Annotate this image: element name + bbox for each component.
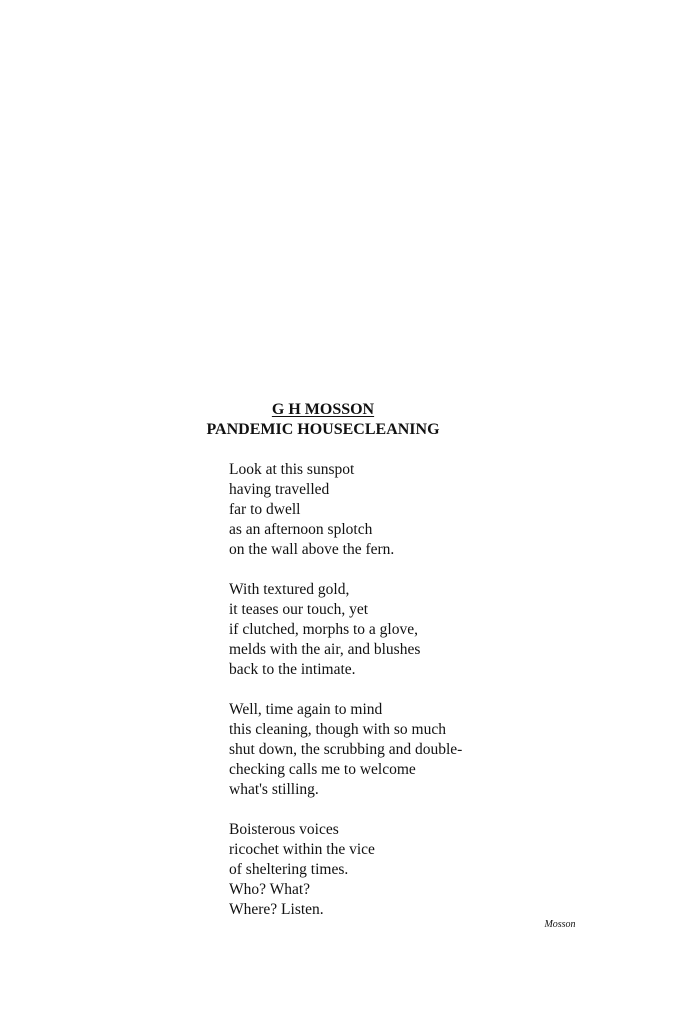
poem-line: if clutched, morphs to a glove,: [229, 621, 418, 638]
stanza: [229, 820, 549, 920]
stanza: [229, 700, 549, 800]
poem-author: G H MOSSON: [271, 401, 375, 418]
poem-line: Where? Listen.: [229, 901, 324, 918]
poem-line: it teases our touch, yet: [229, 601, 369, 618]
stanza: [229, 580, 549, 680]
poem-line: as an afternoon splotch: [229, 521, 373, 538]
poem-line: of sheltering times.: [229, 861, 349, 878]
poem-line: Who? What?: [229, 881, 311, 898]
poem-line: Well, time again to mind: [229, 701, 383, 718]
poem-title: PANDEMIC HOUSECLEANING: [206, 421, 440, 438]
poem-line: back to the intimate.: [229, 661, 356, 678]
poem-line: this cleaning, though with so much: [229, 721, 446, 738]
poem-line: ricochet within the vice: [229, 841, 375, 858]
poem-line: melds with the air, and blushes: [229, 641, 421, 658]
poem-line: far to dwell: [229, 501, 301, 518]
poem-line: on the wall above the fern.: [229, 541, 395, 558]
poem-line: Boisterous voices: [229, 821, 339, 838]
poem-line: what's stilling.: [229, 781, 319, 798]
poem-body: [229, 460, 549, 940]
stanza: [229, 460, 549, 560]
poem-line: Look at this sunspot: [229, 461, 355, 478]
page-footer-author: Mosson: [544, 919, 576, 930]
poem-line: With textured gold,: [229, 581, 350, 598]
poem-line: having travelled: [229, 481, 330, 498]
poem-line: shut down, the scrubbing and double-: [229, 741, 463, 758]
poem-line: checking calls me to welcome: [229, 761, 416, 778]
